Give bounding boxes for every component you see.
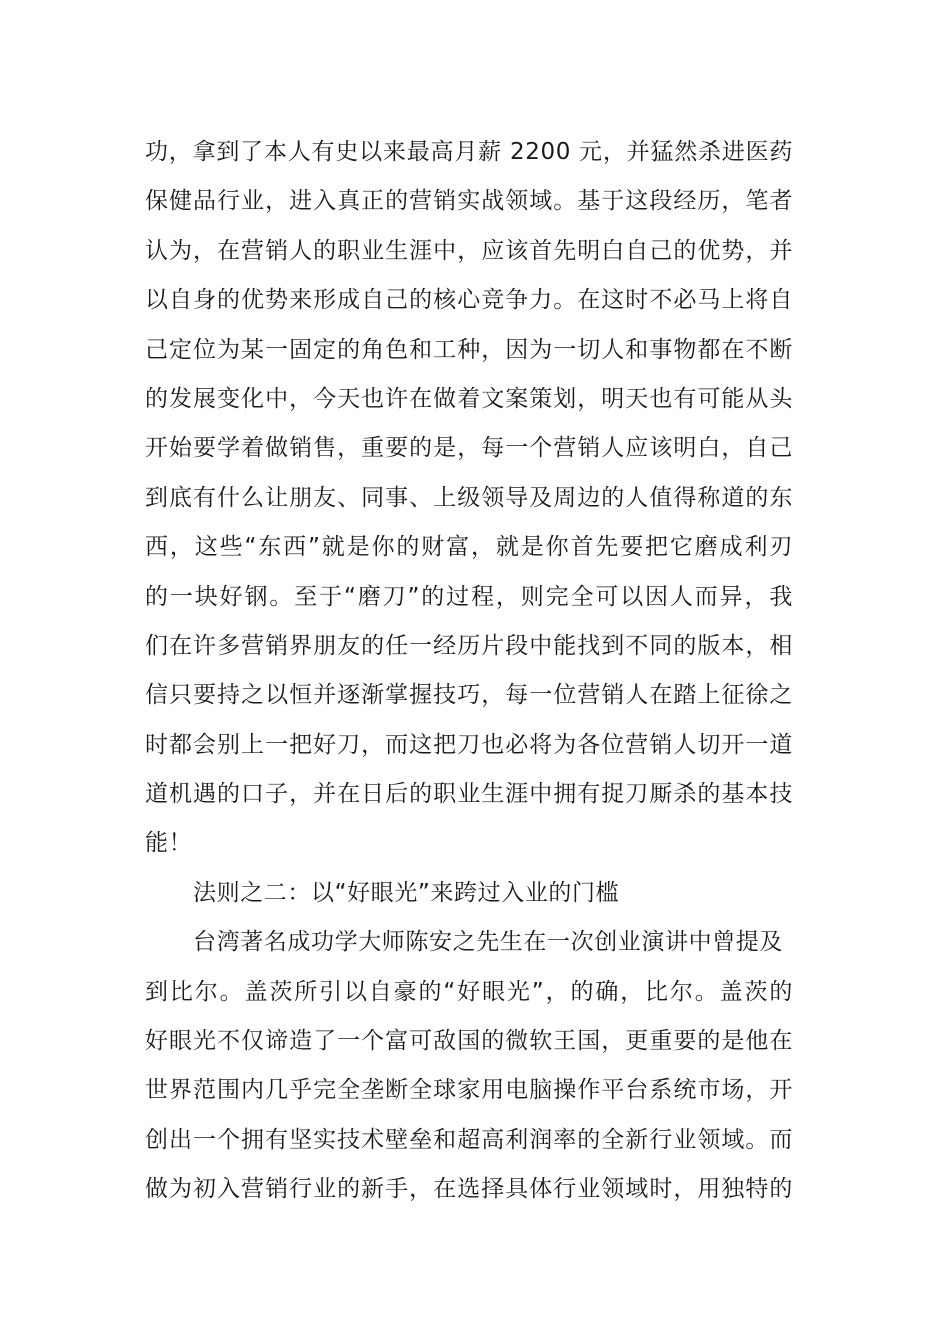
text-line: 们在许多营销界朋友的任一经历片段中能找到不同的版本，相	[145, 632, 793, 659]
text-line: 以自身的优势来形成自己的核心竞争力。在这时不必马上将自	[145, 287, 793, 314]
body-text	[145, 128, 793, 1215]
text-line: 功，拿到了本人有史以来最高月薪 2200 元，并猛然杀进医药	[145, 139, 793, 165]
text-line: 世界范围内几乎完全垄断全球家用电脑操作平台系统市场，开	[145, 1077, 793, 1104]
text-line: 到底有什么让朋友、同事、上级领导及周边的人值得称道的东	[145, 484, 793, 511]
text-line: 时都会别上一把好刀，而这把刀也必将为各位营销人切开一道	[145, 731, 793, 758]
text-line: 到比尔。盖茨所引以自豪的“好眼光”，的确，比尔。盖茨的	[145, 978, 793, 1005]
text-line: 己定位为某一固定的角色和工种，因为一切人和事物都在不断	[145, 336, 793, 363]
text-line: 的一块好钢。至于“磨刀”的过程，则完全可以因人而异，我	[145, 583, 793, 610]
text-line: 保健品行业，进入真正的营销实战领域。基于这段经历，笔者	[145, 188, 793, 215]
text-line: 的发展变化中，今天也许在做着文案策划，明天也有可能从头	[145, 385, 793, 412]
text-line: 做为初入营销行业的新手，在选择具体行业领域时，用独特的	[145, 1176, 793, 1203]
section-heading: 法则之二：以“好眼光”来跨过入业的门槛	[193, 879, 620, 906]
text-line: 台湾著名成功学大师陈安之先生在一次创业演讲中曾提及	[193, 929, 783, 956]
text-line: 能！	[145, 830, 193, 857]
text-line: 好眼光不仅谛造了一个富可敌国的微软王国，更重要的是他在	[145, 1028, 793, 1055]
text-line: 开始要学着做销售，重要的是，每一个营销人应该明白，自己	[145, 435, 793, 462]
text-line: 道机遇的口子，并在日后的职业生涯中拥有捉刀厮杀的基本技	[145, 781, 793, 808]
text-line: 信只要持之以恒并逐渐掌握技巧，每一位营销人在踏上征徐之	[145, 682, 793, 709]
text-line: 认为，在营销人的职业生涯中，应该首先明白自己的优势，并	[145, 237, 793, 264]
text-line: 创出一个拥有坚实技术壁垒和超高利润率的全新行业领域。而	[145, 1126, 793, 1153]
text-line: 西，这些“东西”就是你的财富，就是你首先要把它磨成利刃	[145, 534, 793, 561]
